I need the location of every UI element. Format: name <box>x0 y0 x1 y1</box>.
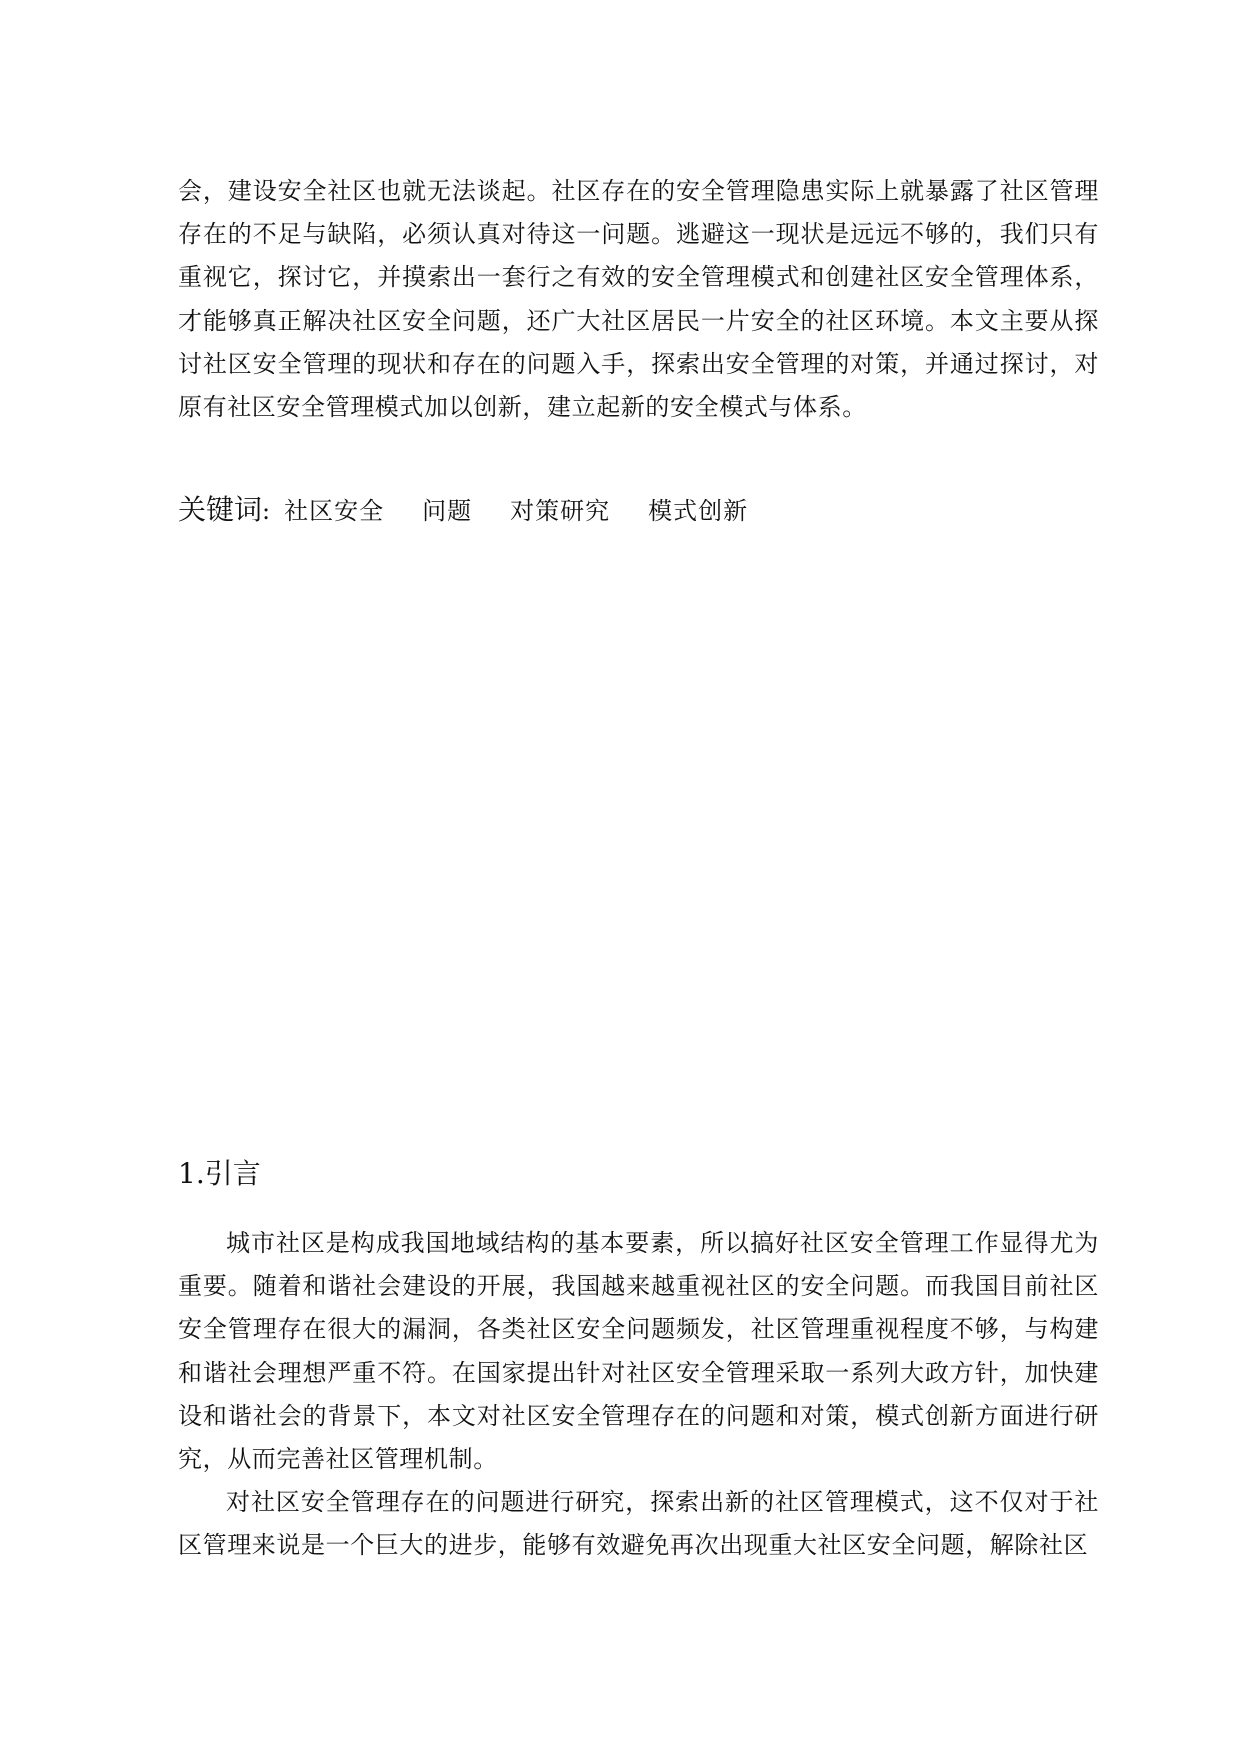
keywords-line <box>178 488 786 532</box>
keyword-item: 模式创新 <box>648 497 749 525</box>
abstract-paragraph: 会，建设安全社区也就无法谈起。社区存在的安全管理隐患实际上就暴露了社区管理存在的不足与缺陷，必须认真对待这一问题。逃避这一现状是远远不够的，我们只有重视它，探讨它，并摸索出一套行之有效的安全管理模式和创建社区安全管理体系，才能够真正解决社区安全问题，还广大社区居民一片安全的社区环境。本文主要从探讨社区安全管理的现状和存在的问题入手，探索出安全管理的对策，并通过探讨，对原有社区安全管理模式加以创新，建立起新的安全模式与体系。 <box>178 177 1099 422</box>
keywords-colon: : <box>262 497 271 525</box>
keyword-item: 社区安全 <box>284 497 385 525</box>
keywords-label: 关键词 <box>178 493 263 526</box>
keyword-item: 问题 <box>422 497 473 525</box>
section-heading: 1.引言 <box>178 1157 261 1190</box>
body-paragraph: 对社区安全管理存在的问题进行研究，探索出新的社区管理模式，这不仅对于社区管理来说是一个巨大的进步，能够有效避免再次出现重大社区安全问题，解除社区 <box>178 1488 1099 1560</box>
body-paragraph: 城市社区是构成我国地域结构的基本要素，所以搞好社区安全管理工作显得尤为重要。随着和谐社会建设的开展，我国越来越重视社区的安全问题。而我国目前社区安全管理存在很大的漏洞，各类社区安全问题频发，社区管理重视程度不够，与构建和谐社会理想严重不符。在国家提出针对社区安全管理采取一系列大政方针，加快建设和谐社会的背景下，本文对社区安全管理存在的问题和对策，模式创新方面进行研究，从而完善社区管理机制。 <box>178 1229 1099 1474</box>
keyword-item: 对策研究 <box>510 497 611 525</box>
